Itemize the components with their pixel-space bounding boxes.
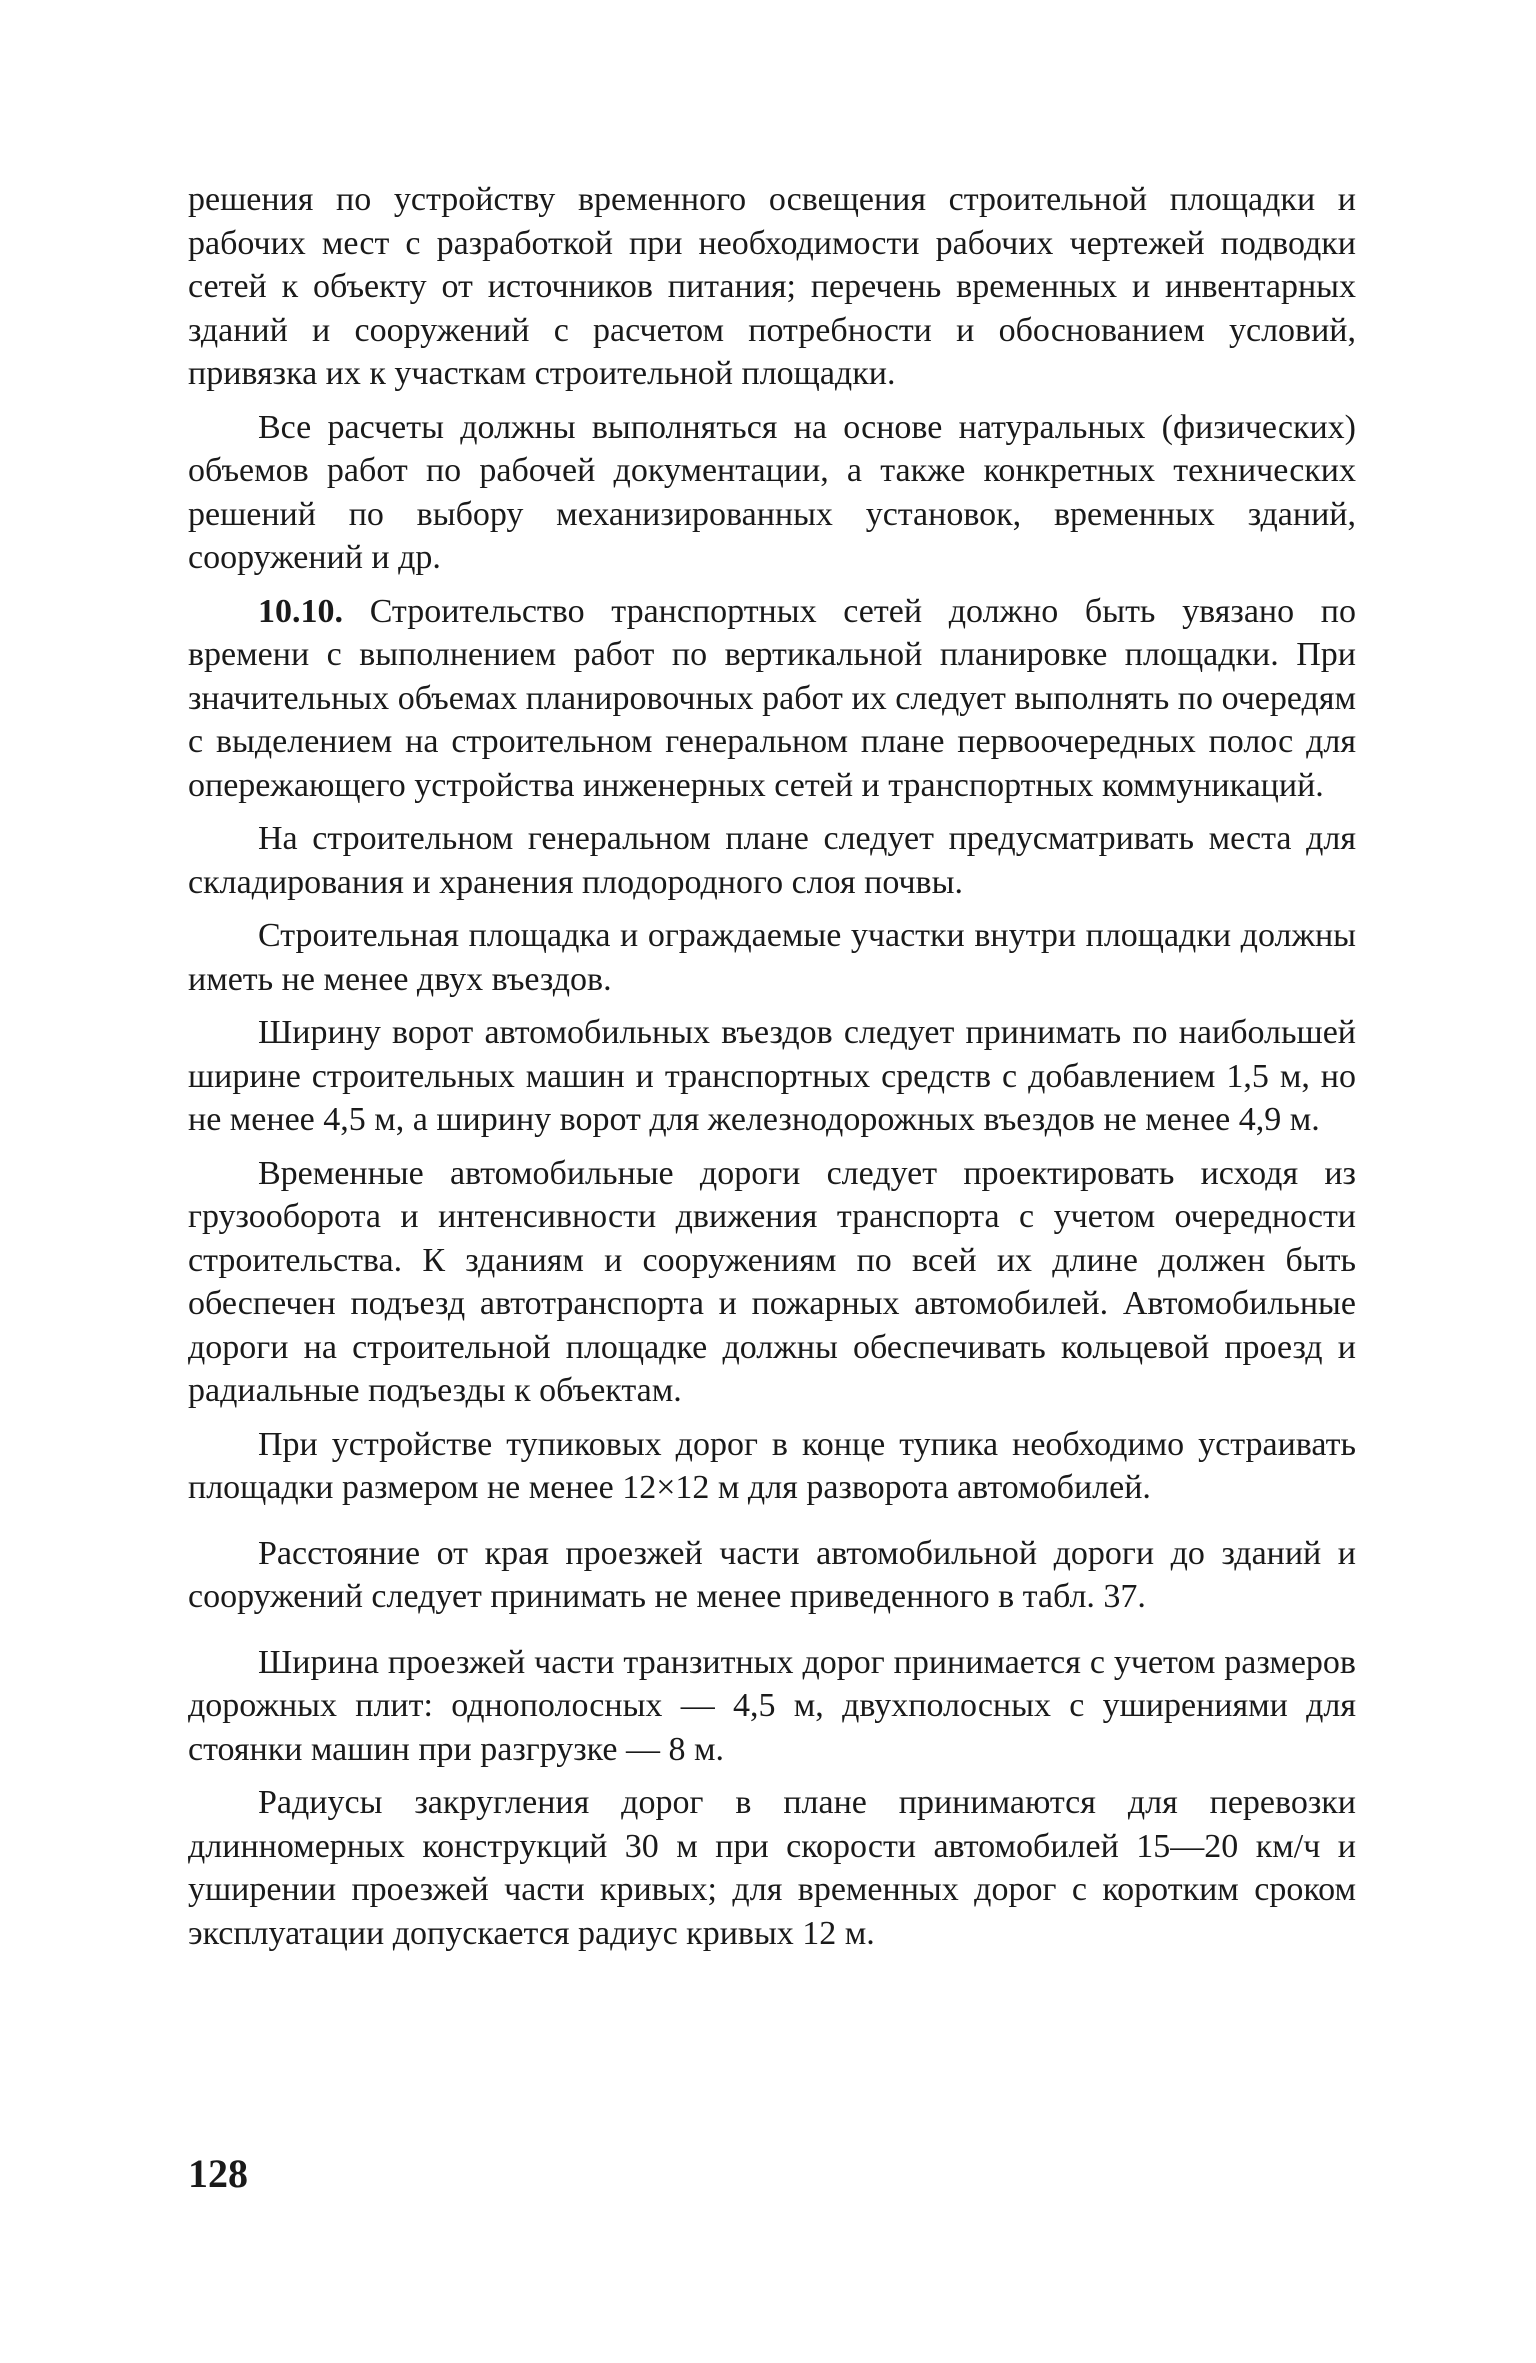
section-text: Строительство транспортных сетей должно быть увязано по времени с выполнением работ по вертикальной планировке площадки. При значительных объемах планировочных работ их следует выполнять по очередям с выделением на строительном генеральном плане первоочередных полос для опережающего устройства инженерных сетей и транспортных коммуникаций.: [188, 592, 1356, 804]
section-number: 10.10.: [258, 592, 343, 630]
paragraph-gate-width: Ширину ворот автомобильных въездов следует принимать по наибольшей ширине строительных машин и транспортных средств с добавлением 1,5 м, но не менее 4,5 м, а ширину ворот для железнодорожных въездов не менее 4,9 м.: [188, 1014, 1356, 1138]
paragraph-calculations: Все расчеты должны выполняться на основе натуральных (физических) объемов работ по рабочей документации, а также конкретных технических решений по выбору механизированных установок, временных зданий, сооружений и др.: [188, 408, 1356, 576]
paragraph-dead-end-roads: При устройстве тупиковых дорог в конце тупика необходимо устраивать площадки размером не менее 12×12 м для разворота автомобилей.: [188, 1425, 1356, 1506]
page-body: [188, 178, 1356, 1955]
paragraph-soil-storage: На строительном генеральном плане следует предусматривать места для складирования и хранения плодородного слоя почвы.: [188, 820, 1356, 901]
paragraph-temporary-roads: Временные автомобильные дороги следует проектировать исходя из грузооборота и интенсивности движения транспорта с учетом очередности строительства. К зданиям и сооружениям по всей их длине должен быть обеспечен подъезд автотранспорта и пожарных автомобилей. Автомобильные дороги на строительной площадке должны обеспечивать кольцевой проезд и радиальные подъезды к объектам.: [188, 1154, 1356, 1409]
paragraph-road-distance: Расстояние от края проезжей части автомобильной дороги до зданий и сооружений следует принимать не менее приведенного в табл. 37.: [188, 1534, 1356, 1615]
paragraph-entrances: Строительная площадка и ограждаемые участки внутри площадки должны иметь не менее двух въездов.: [188, 917, 1356, 998]
page-number: 128: [188, 2151, 248, 2196]
paragraph-carriageway-width: Ширина проезжей части транзитных дорог принимается с учетом размеров дорожных плит: однополосных — 4,5 м, двухполосных с уширениями для стоянки машин при разгрузке — 8 м.: [188, 1643, 1356, 1768]
paragraph-10-10: [188, 590, 1356, 808]
paragraph-lighting: решения по устройству временного освещения строительной площадки и рабочих мест с разработкой при необходимости рабочих чертежей подводки сетей к объекту от источников питания; перечень временных и инвентарных зданий и сооружений с расчетом потребности и обоснованием условий, привязка их к участкам строительной площадки.: [188, 181, 1356, 392]
paragraph-curve-radius: Радиусы закругления дорог в плане принимаются для перевозки длинномерных конструкций 30 м при скорости автомобилей 15—20 км/ч и уширении проезжей части кривых; для временных дорог с коротким сроком эксплуатации допускается радиус кривых 12 м.: [188, 1784, 1356, 1952]
